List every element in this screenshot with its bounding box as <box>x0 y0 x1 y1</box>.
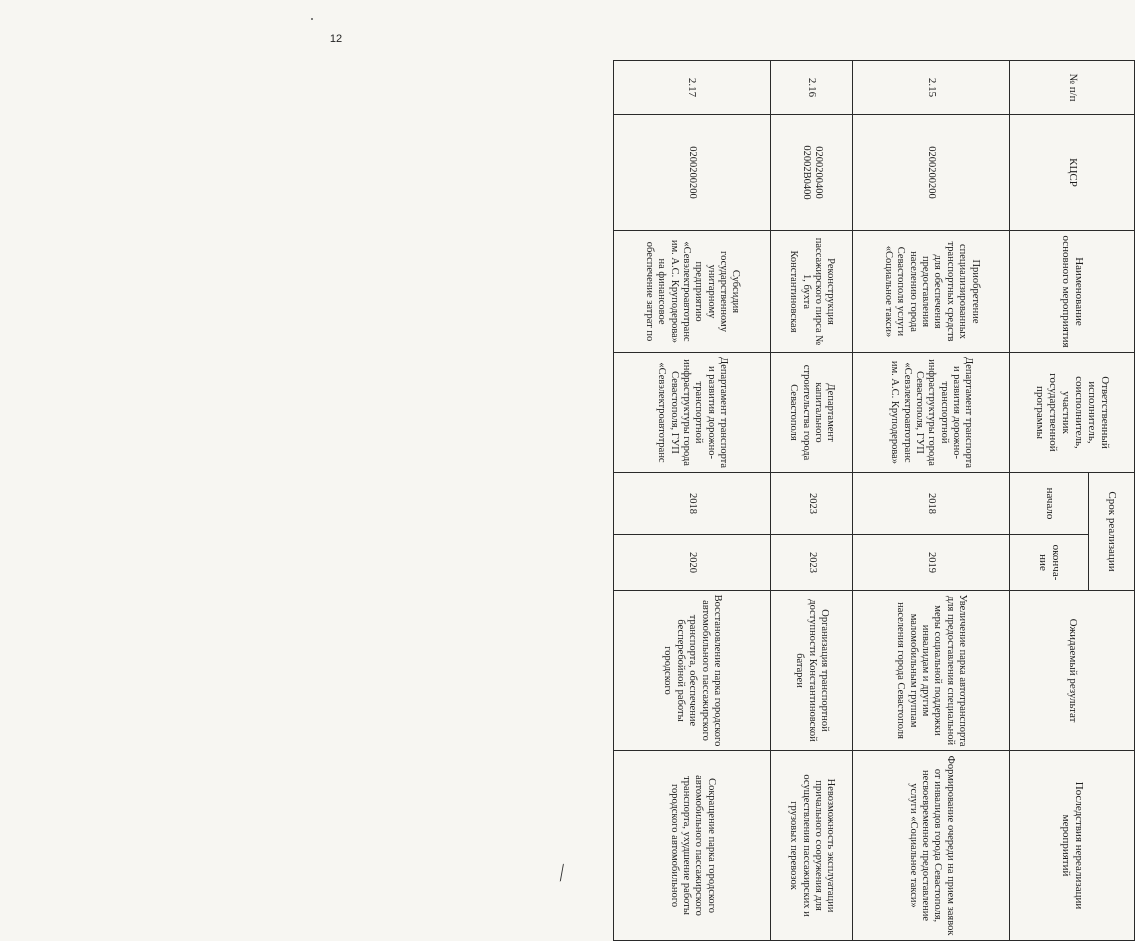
row-num: 2.17 <box>614 61 771 115</box>
row-num: 2.16 <box>770 61 852 115</box>
row-end: 2020 <box>614 535 771 591</box>
row-name: Субсидия государственному унитарному предприятию «Севэлектроавтотранс им. А.С. Круподерова» на финансовое обеспечение затрат по <box>614 231 771 353</box>
row-consequences: Сокращение парка городского автомобильного пассажирского транспорта, ухудшение работы городского автомобильного <box>614 751 771 941</box>
row-consequences: Невозможность эксплуатации причального сооружения для осуществления пассажирских и грузовых перевозок <box>770 751 852 941</box>
scan-speck <box>311 18 313 20</box>
row-result: Организация транспортной доступности Константиновской батареи <box>770 591 852 751</box>
row-start: 2023 <box>770 473 852 535</box>
row-end: 2019 <box>853 535 1010 591</box>
row-name: Приобретение специализированных транспортных средств для обеспечения предоставления населению города Севастополя услуги «Социальное такси» <box>853 231 1010 353</box>
row-responsible: Департамент капитального строительства города Севастополя <box>770 353 852 473</box>
row-start: 2018 <box>853 473 1010 535</box>
header-term-start: начало <box>1010 473 1089 535</box>
measures-table <box>613 60 1135 941</box>
row-responsible: Департамент транспорта и развития дорожно-транспортной инфраструктуры города Севастополя, ГУП «Севэлектроавтотранс <box>614 353 771 473</box>
header-num: № п/п <box>1010 61 1135 115</box>
row-num: 2.15 <box>853 61 1010 115</box>
header-responsible: Ответственный исполнитель, соисполнитель, участник государственной программы <box>1010 353 1135 473</box>
table-row <box>770 61 852 941</box>
row-name: Реконструкция пассажирского пирса № 1, бухта Константиновская <box>770 231 852 353</box>
pen-mark-icon: ⟋ <box>551 861 573 885</box>
header-result: Ожидаемый результат <box>1010 591 1135 751</box>
header-term: Срок реализации <box>1089 473 1135 591</box>
header-row-1 <box>1089 61 1135 941</box>
row-kcsr: 0200200200 <box>853 115 1010 231</box>
header-kcsr: КЦСР <box>1010 115 1135 231</box>
row-start: 2018 <box>614 473 771 535</box>
header-consequences: Последствия нереализации мероприятий <box>1010 751 1135 941</box>
page-number: 12 <box>329 33 343 45</box>
row-responsible: Департамент транспорта и развития дорожно-транспортной инфраструктуры города Севастополя, ГУП «Севэлектроавтотранс им. А.С. Круподерова» <box>853 353 1010 473</box>
table-row <box>614 61 771 941</box>
row-result: Восстановление парка городского автомобильного пассажирского транспорта, обеспечение бесперебойной работы городского <box>614 591 771 751</box>
row-consequences: Формирование очереди на прием заявок от инвалидов города Севастополя, несвоевременное предоставление услуги «Социальное такси» <box>853 751 1010 941</box>
row-kcsr: 0200200200 <box>614 115 771 231</box>
row-end: 2023 <box>770 535 852 591</box>
row-result: Увеличение парка автотранспорта для предоставления специальной меры социальной поддержки инвалидам и другим маломобильным группам населения города Севастополя <box>853 591 1010 751</box>
header-name: Наименование основного мероприятия <box>1010 231 1135 353</box>
measures-table-rotated <box>613 60 1135 940</box>
table-row <box>853 61 1010 941</box>
row-kcsr: 0200200400 02002В0400 <box>770 115 852 231</box>
header-term-end: оконча-ние <box>1010 535 1089 591</box>
